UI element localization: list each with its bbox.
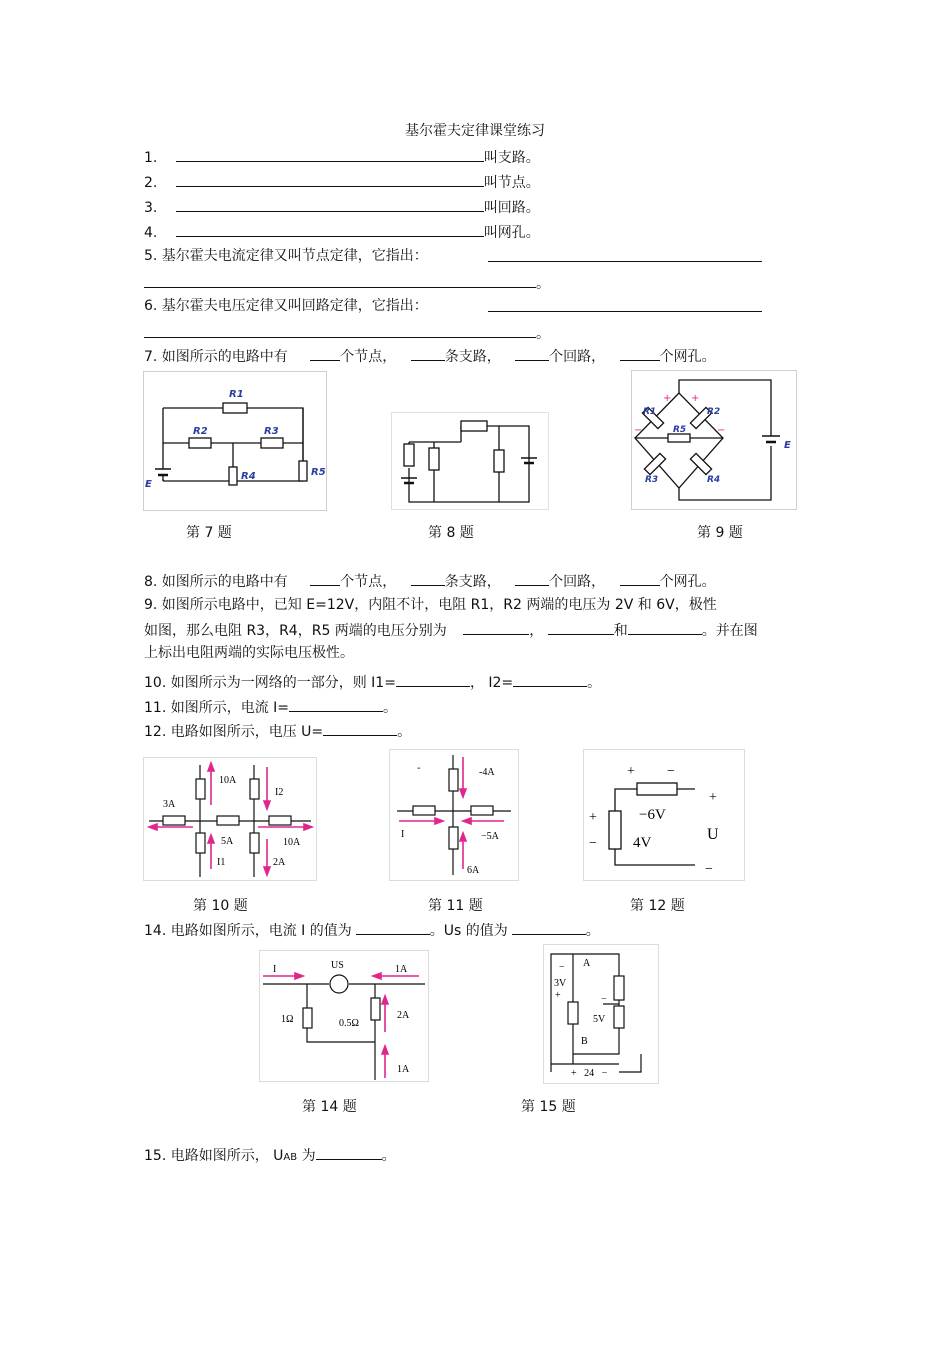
label-r5: R5 <box>673 425 687 435</box>
answer-blank[interactable] <box>310 571 340 586</box>
label-e: E <box>145 479 152 490</box>
label-us: US <box>331 960 344 971</box>
question-9-line-3: 上标出电阻两端的实际电压极性。 <box>144 645 354 661</box>
question-8: 8. 如图所示的电路中有 个节点， 条支路， 个回路， 个网孔。 <box>144 571 716 591</box>
label-r1: R1 <box>229 389 244 400</box>
polarity-minus: − <box>601 994 607 1005</box>
question-1: 1. 叫支路。 <box>144 147 540 167</box>
label-r3: R3 <box>645 475 659 485</box>
caption-7: 第 7 题 <box>186 525 232 541</box>
label-i: I <box>401 829 405 840</box>
answer-blank[interactable] <box>316 1145 382 1160</box>
question-3: 3. 叫回路。 <box>144 197 540 217</box>
figure-10 <box>143 757 317 881</box>
label-dash: - <box>417 763 421 774</box>
answer-blank[interactable] <box>488 297 762 312</box>
figure-8 <box>391 412 549 510</box>
answer-blank[interactable] <box>176 147 484 162</box>
figure-14-circuit <box>259 950 429 1082</box>
answer-blank[interactable] <box>411 346 445 361</box>
answer-blank[interactable] <box>513 672 587 687</box>
polarity-minus: − <box>717 425 726 436</box>
caption-14: 第 14 题 <box>302 1099 357 1115</box>
label-i1: I1 <box>217 857 226 868</box>
question-5: 5. 基尔霍夫电流定律又叫节点定律，它指出： <box>144 248 428 264</box>
caption-8: 第 8 题 <box>428 525 474 541</box>
figure-9 <box>631 370 797 510</box>
answer-blank[interactable] <box>310 346 340 361</box>
answer-blank[interactable] <box>144 273 536 288</box>
page-title: 基尔霍夫定律课堂练习 <box>405 123 545 139</box>
figure-7 <box>143 371 327 511</box>
answer-blank[interactable] <box>620 571 660 586</box>
polarity-plus: + <box>663 393 672 404</box>
question-10: 10. 如图所示为一网络的一部分，则 I1= ， I2= 。 <box>144 672 601 692</box>
answer-blank[interactable] <box>515 571 549 586</box>
label-6a: 6A <box>467 865 480 876</box>
question-7: 7. 如图所示的电路中有 个节点， 条支路， 个回路， 个网孔。 <box>144 346 716 366</box>
figure-14 <box>259 950 429 1082</box>
question-2: 2. 叫节点。 <box>144 172 540 192</box>
question-15: 15. 电路如图所示， UAB 为 。 <box>144 1145 396 1167</box>
label-neg4a: -4A <box>479 767 495 778</box>
label-r5: R5 <box>311 467 326 478</box>
polarity-minus: − <box>667 764 675 779</box>
answer-blank[interactable] <box>176 172 484 187</box>
figure-15-circuit <box>543 944 659 1084</box>
answer-blank[interactable] <box>620 346 660 361</box>
label-r1: R1 <box>643 407 657 417</box>
label-r2: R2 <box>707 407 721 417</box>
figure-11-circuit <box>389 749 519 881</box>
figure-8-circuit <box>391 412 549 510</box>
polarity-plus: + <box>691 393 700 404</box>
label-2a: 2A <box>397 1010 410 1021</box>
polarity-plus: + <box>709 790 717 805</box>
figure-7-circuit <box>143 371 327 511</box>
polarity-plus: + <box>627 764 635 779</box>
label-3a: 3A <box>163 799 176 810</box>
answer-blank[interactable] <box>356 920 430 935</box>
label-1ohm: 1Ω <box>281 1014 294 1025</box>
caption-12: 第 12 题 <box>630 898 685 914</box>
answer-blank[interactable] <box>176 222 484 237</box>
label-2a: 2A <box>273 857 286 868</box>
label-i2: I2 <box>275 787 284 798</box>
label-b: B <box>581 1036 588 1047</box>
answer-blank[interactable] <box>176 197 484 212</box>
label-1a-bottom: 1A <box>397 1064 410 1075</box>
answer-blank[interactable] <box>488 247 762 262</box>
question-6-blank-a <box>488 297 762 317</box>
caption-11: 第 11 题 <box>428 898 483 914</box>
answer-blank[interactable] <box>548 620 614 635</box>
label-r4: R4 <box>241 471 256 482</box>
polarity-minus: − <box>634 425 643 436</box>
answer-blank[interactable] <box>515 346 549 361</box>
question-6: 6. 基尔霍夫电压定律又叫回路定律，它指出： <box>144 298 428 314</box>
label-r2: R2 <box>193 426 208 437</box>
question-5-blank-a <box>488 247 762 267</box>
label-r3: R3 <box>264 426 279 437</box>
polarity-minus: − <box>559 962 565 973</box>
question-4: 4. 叫网孔。 <box>144 222 540 242</box>
polarity-plus: + <box>555 990 561 1001</box>
answer-blank[interactable] <box>512 920 586 935</box>
label-neg6v: −6V <box>639 807 666 823</box>
figure-15 <box>543 944 659 1084</box>
figure-10-circuit <box>143 757 317 881</box>
label-r4: R4 <box>707 475 721 485</box>
answer-blank[interactable] <box>289 697 383 712</box>
figure-12 <box>583 749 745 881</box>
label-10a-right: 10A <box>283 837 301 848</box>
label-3v: 3V <box>554 978 567 989</box>
label-5a: 5A <box>221 836 234 847</box>
answer-blank[interactable] <box>144 323 536 338</box>
label-10a-top: 10A <box>219 775 237 786</box>
label-a: A <box>583 958 591 969</box>
polarity-plus: + <box>589 810 597 825</box>
label-05ohm: 0.5Ω <box>339 1018 359 1029</box>
label-neg5a: −5A <box>481 831 499 842</box>
polarity-minus: − <box>589 836 597 851</box>
label-i: I <box>273 964 277 975</box>
question-6-line-2: 。 <box>144 323 550 343</box>
question-9-line-1: 9. 如图所示电路中，已知 E=12V，内阻不计，电阻 R1，R2 两端的电压为 2V 和 6V，极性 <box>144 597 717 613</box>
label-5v: 5V <box>593 1014 606 1025</box>
answer-blank[interactable] <box>463 620 529 635</box>
answer-blank[interactable] <box>323 721 397 736</box>
question-12: 12. 电路如图所示，电压 U= 。 <box>144 721 411 741</box>
question-5-line-2: 。 <box>144 273 550 293</box>
label-24: + 24 − <box>571 1068 608 1079</box>
caption-9: 第 9 题 <box>697 525 743 541</box>
caption-15: 第 15 题 <box>521 1099 576 1115</box>
answer-blank[interactable] <box>411 571 445 586</box>
figure-11 <box>389 749 519 881</box>
polarity-minus: − <box>705 862 713 877</box>
label-u: U <box>707 826 719 843</box>
figure-9-circuit <box>631 370 797 510</box>
label-4v: 4V <box>633 835 652 851</box>
question-14: 14. 电路如图所示，电流 I 的值为 。Us 的值为 。 <box>144 920 600 940</box>
label-e: E <box>784 440 791 451</box>
question-9-line-2: 如图，那么电阻 R3，R4，R5 两端的电压分别为 ， 和 。并在图 <box>144 620 758 640</box>
question-11: 11. 如图所示，电流 I= 。 <box>144 697 397 717</box>
figure-12-circuit <box>583 749 745 881</box>
answer-blank[interactable] <box>628 620 702 635</box>
label-1a-top: 1A <box>395 964 408 975</box>
caption-10: 第 10 题 <box>193 898 248 914</box>
answer-blank[interactable] <box>396 672 470 687</box>
